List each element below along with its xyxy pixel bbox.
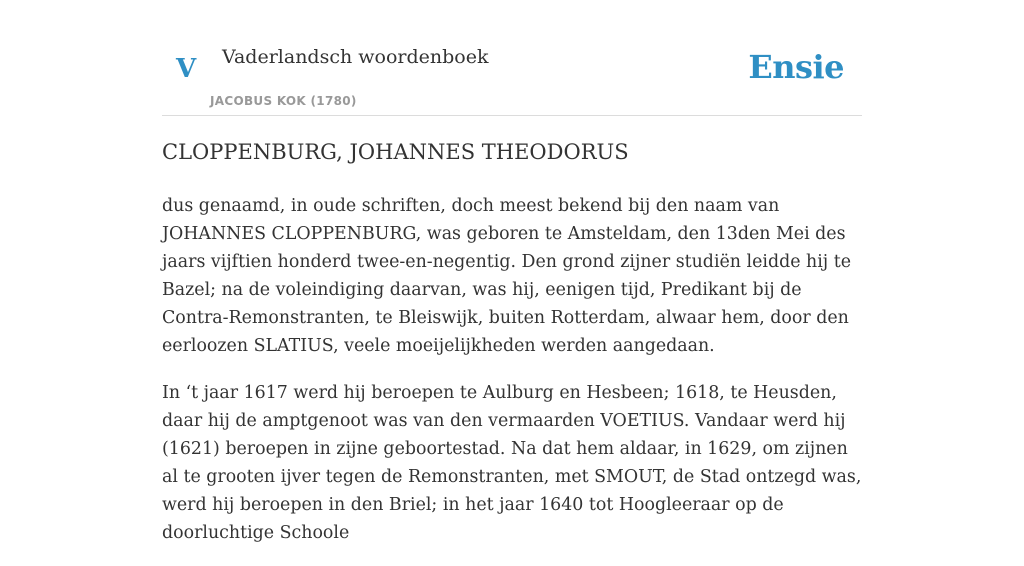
entry-content	[162, 192, 866, 566]
entry-paragraph: dus genaamd, in oude schriften, doch meest bekend bij den naam van JOHANNES CLOPPENBURG, was geboren te Amsteldam, den 13den Mei des jaars vijftien honderd twee-en-negentig. Den grond zijner studiën leidde hij te Bazel; na de voleindiging daarvan, was hij, eenigen tijd, Predikant bij de Contra-Remonstranten, te Bleiswijk, buiten Rotterdam, alwaar hem, door den eerloozen SLATIUS, veele moeijelijkheden werden aangedaan.	[162, 196, 851, 356]
index-letter[interactable]: V	[176, 54, 197, 84]
entry-title: CLOPPENBURG, JOHANNES THEODORUS	[162, 140, 629, 164]
book-header	[162, 36, 862, 116]
entry-paragraph: In ‘t jaar 1617 werd hij beroepen te Aulburg en Hesbeen; 1618, te Heusden, daar hij de amptgenoot was van den vermaarden VOETIUS. Vandaar werd hij (1621) beroepen in zijne geboortestad. Na dat hem aldaar, in 1629, om zijnen al te grooten ijver tegen de Remonstranten, met SMOUT, de Stad ontzegd was, werd hij beroepen in den Briel; in het jaar 1640 tot Hoogleeraar op de doorluchtige Schoole	[162, 383, 862, 543]
book-author: JACOBUS KOK (1780)	[210, 94, 357, 108]
book-title[interactable]: Vaderlandsch woordenboek	[222, 46, 489, 68]
ensie-logo-link[interactable]: Ensie	[748, 48, 844, 86]
